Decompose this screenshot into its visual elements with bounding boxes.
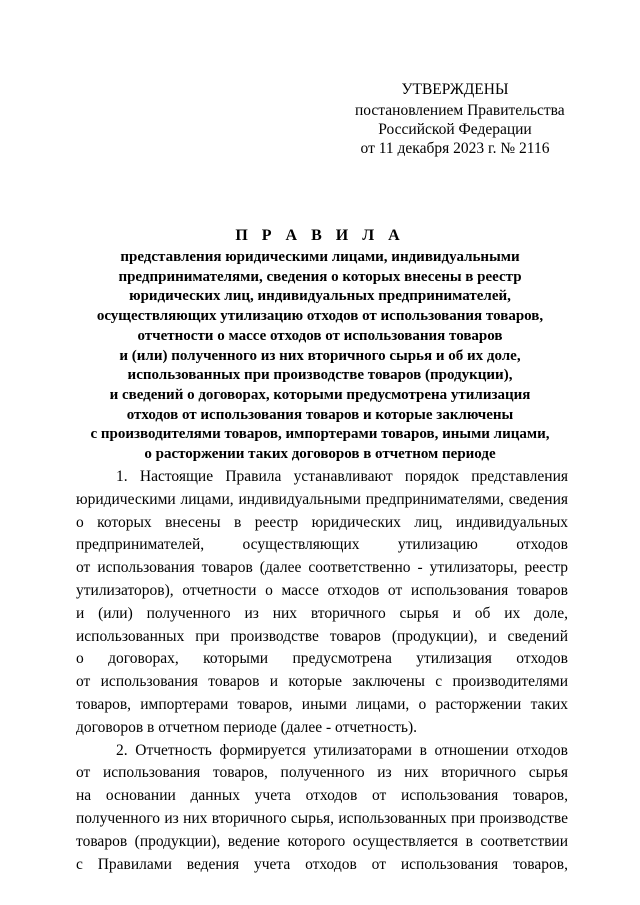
paragraph-line: от использования товаров, полученного из них вторичного сырья [76, 764, 568, 782]
paragraph-line: товаров, импортерами товаров, иными лицами, о расторжении таких [76, 695, 568, 713]
paragraph-line: с Правилами ведения учета отходов от использования товаров, [76, 855, 568, 873]
subtitle-line: с производителями товаров, импортерами товаров, иными лицами, [90, 426, 550, 443]
paragraph-line: полученного из них вторичного сырья, использованных при производстве [76, 809, 568, 827]
paragraph-line: товаров (продукции), ведение которого осуществляется в соответствии [76, 832, 568, 850]
paragraph-line: утилизаторов), отчетности о массе отходов от использования товаров [76, 581, 568, 599]
paragraph-line: 2. Отчетность формируется утилизаторами в отношении отходов [116, 741, 568, 759]
subtitle-line: осуществляющих утилизацию отходов от использования товаров, [96, 308, 544, 325]
subtitle-line: о расторжении таких договоров в отчетном периоде [144, 446, 496, 463]
subtitle-line: использованных при производстве товаров (продукции), [127, 367, 513, 384]
approval-heading: УТВЕРЖДЕНЫ [401, 81, 509, 98]
paragraph-line: на основании данных учета отходов от использования товаров, [76, 787, 568, 805]
document-body [76, 466, 568, 876]
paragraph-line: от использования товаров (далее соответственно - утилизаторы, реестр [76, 559, 568, 577]
paragraph-line: от использования товаров и которые заключены с производителями [76, 673, 568, 691]
paragraph-line: предпринимателей, осуществляющих утилизацию отходов [76, 536, 568, 554]
subtitle-line: юридических лиц, индивидуальных предпринимателей, [129, 288, 511, 305]
approval-line: от 11 декабря 2023 г. № 2116 [360, 140, 550, 157]
approval-line: постановлением Правительства [355, 102, 565, 119]
paragraph-line: договоров в отчетном периоде (далее - отчетность). [76, 718, 417, 736]
paragraph-line: и (или) полученного из них вторичного сырья и об их доле, [76, 604, 568, 622]
paragraph-line: 1. Настоящие Правила устанавливают порядок представления [116, 468, 568, 485]
paragraph-line: о договорах, которыми предусмотрена утилизация отходов [76, 650, 568, 668]
subtitle-line: представления юридическими лицами, индивидуальными [120, 249, 520, 265]
paragraph-line: о которых внесены в реестр юридических лиц, индивидуальных [76, 513, 568, 531]
subtitle-line: и (или) полученного из них вторичного сырья и об их доле, [119, 347, 521, 364]
approval-stamp [355, 80, 565, 158]
paragraph-1 [76, 466, 568, 740]
subtitle-line: предпринимателями, сведения о которых внесены в реестр [118, 268, 522, 285]
paragraph-2 [76, 740, 568, 877]
subtitle-line: и сведений о договорах, которыми предусмотрена утилизация [109, 386, 531, 403]
subtitle-line: отчетности о массе отходов от использования товаров [137, 327, 503, 344]
paragraph-line: использованных при производстве товаров (продукции), и сведений [76, 627, 568, 645]
paragraph-line: юридическими лицами, индивидуальными предпринимателями, сведения [76, 490, 568, 508]
document-title: П Р А В И Л А [235, 227, 405, 244]
subtitle-line: отходов от использования товаров и которые заключены [126, 406, 514, 423]
document-subtitle [60, 248, 580, 465]
approval-line: Российской Федерации [378, 121, 532, 138]
